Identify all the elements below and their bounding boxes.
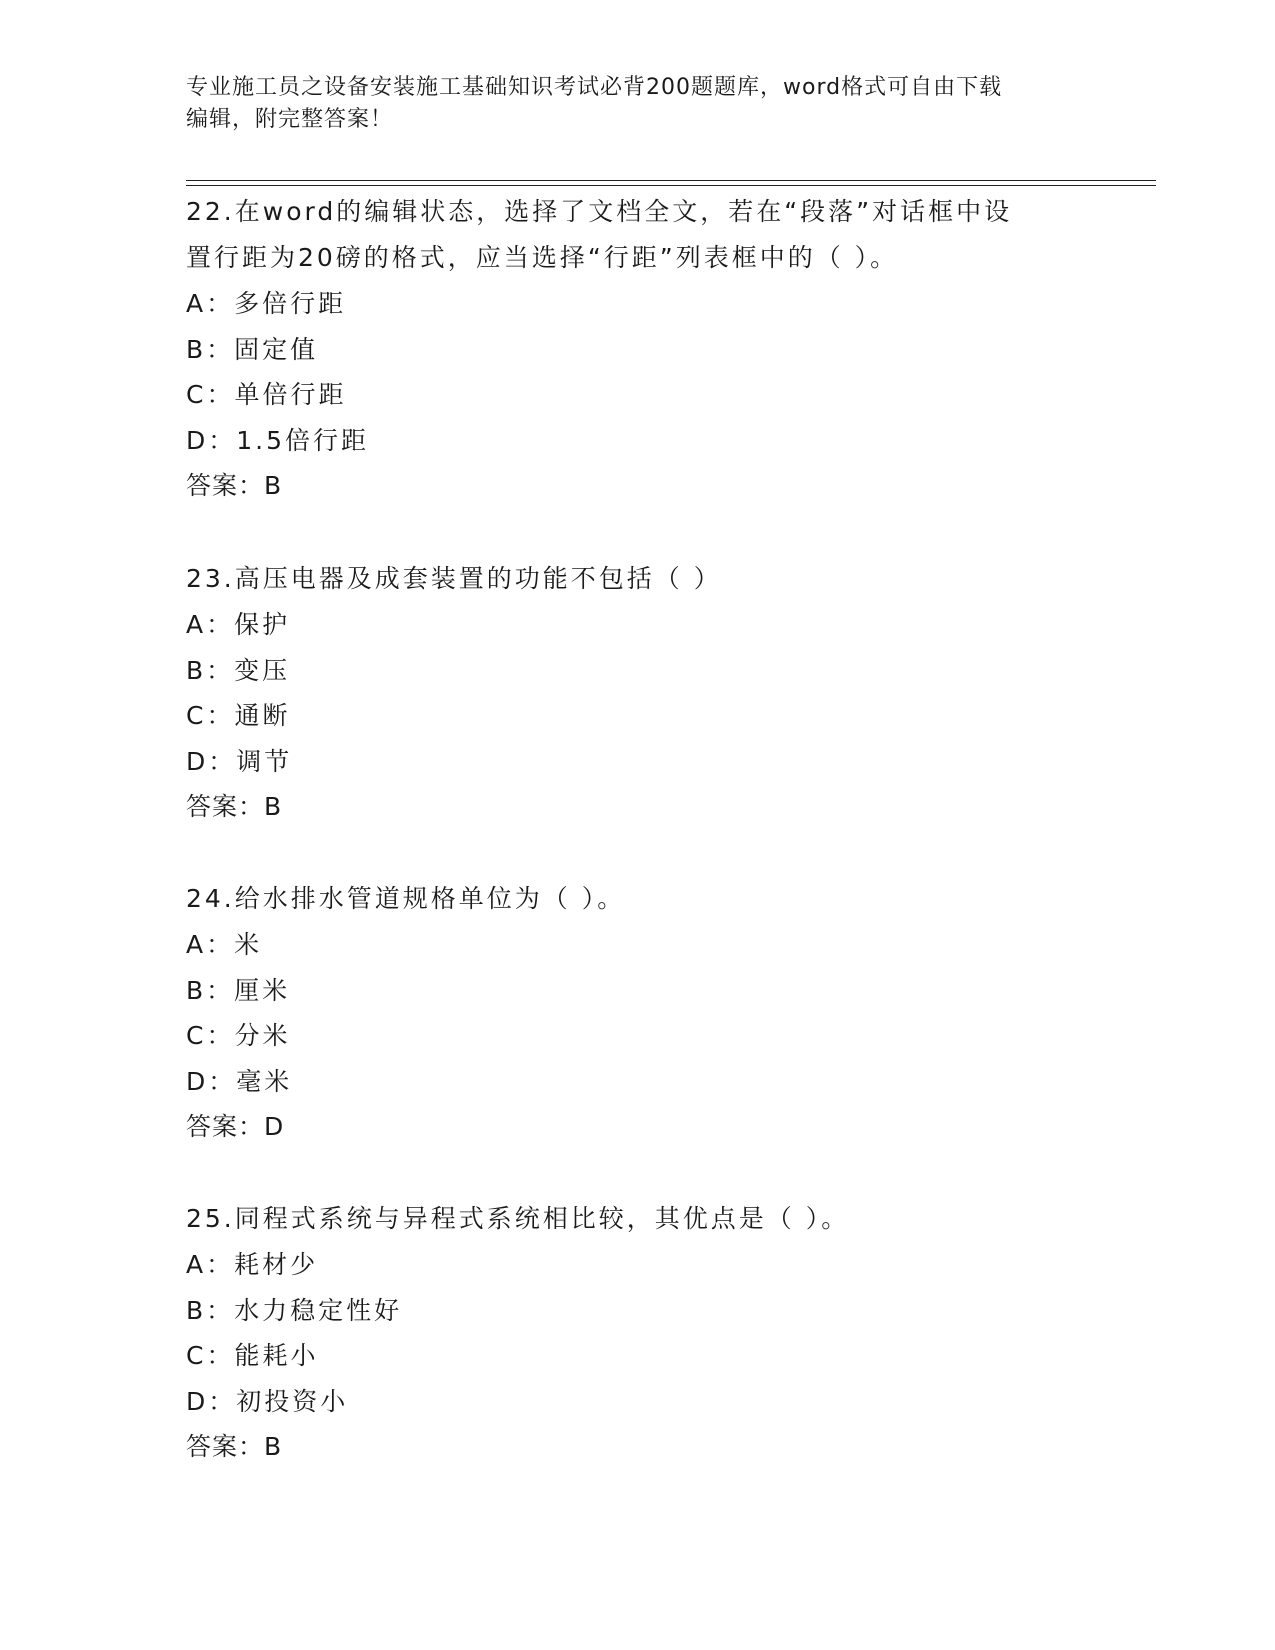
option-d: D：初投资小 (186, 1386, 349, 1416)
option-c: C：分米 (186, 1021, 291, 1050)
option-c: C：通断 (186, 701, 291, 730)
question-23 (186, 556, 1086, 830)
option-b: B：厘米 (186, 975, 291, 1005)
question-stem-continued: 置行距为20磅的格式，应当选择“行距”列表框中的（ ）。 (186, 243, 899, 272)
option-d: D：调节 (186, 746, 293, 776)
question-24 (186, 876, 1086, 1150)
document-header (186, 72, 1086, 136)
option-a: A：耗材少 (186, 1250, 319, 1279)
header-double-rule (186, 180, 1156, 186)
question-stem: 24.给水排水管道规格单位为（ ）。 (186, 884, 626, 913)
option-b: B：变压 (186, 655, 291, 685)
header-line-1: 专业施工员之设备安装施工基础知识考试必背200题题库，word格式可自由下载 (186, 75, 1003, 100)
question-stem: 22.在word的编辑状态，选择了文档全文，若在“段落”对话框中设 (186, 197, 1013, 226)
option-a: A：米 (186, 930, 263, 959)
option-a: A：保护 (186, 610, 291, 639)
answer: 答案：B (186, 1432, 283, 1461)
question-25 (186, 1196, 1086, 1470)
option-a: A：多倍行距 (186, 289, 347, 318)
answer: 答案：B (186, 792, 283, 821)
answer: 答案：B (186, 471, 283, 500)
option-d: D：1.5倍行距 (186, 425, 370, 455)
option-c: C：能耗小 (186, 1341, 319, 1370)
option-b: B：固定值 (186, 334, 319, 364)
question-22 (186, 189, 1086, 509)
option-b: B：水力稳定性好 (186, 1295, 403, 1325)
question-stem: 25.同程式系统与异程式系统相比较，其优点是（ ）。 (186, 1204, 850, 1233)
answer: 答案：D (186, 1112, 285, 1141)
option-d: D：毫米 (186, 1066, 293, 1096)
header-line-2: 编辑，附完整答案！ (186, 107, 394, 132)
question-stem: 23.高压电器及成套装置的功能不包括（ ） (186, 564, 722, 593)
option-c: C：单倍行距 (186, 380, 347, 409)
